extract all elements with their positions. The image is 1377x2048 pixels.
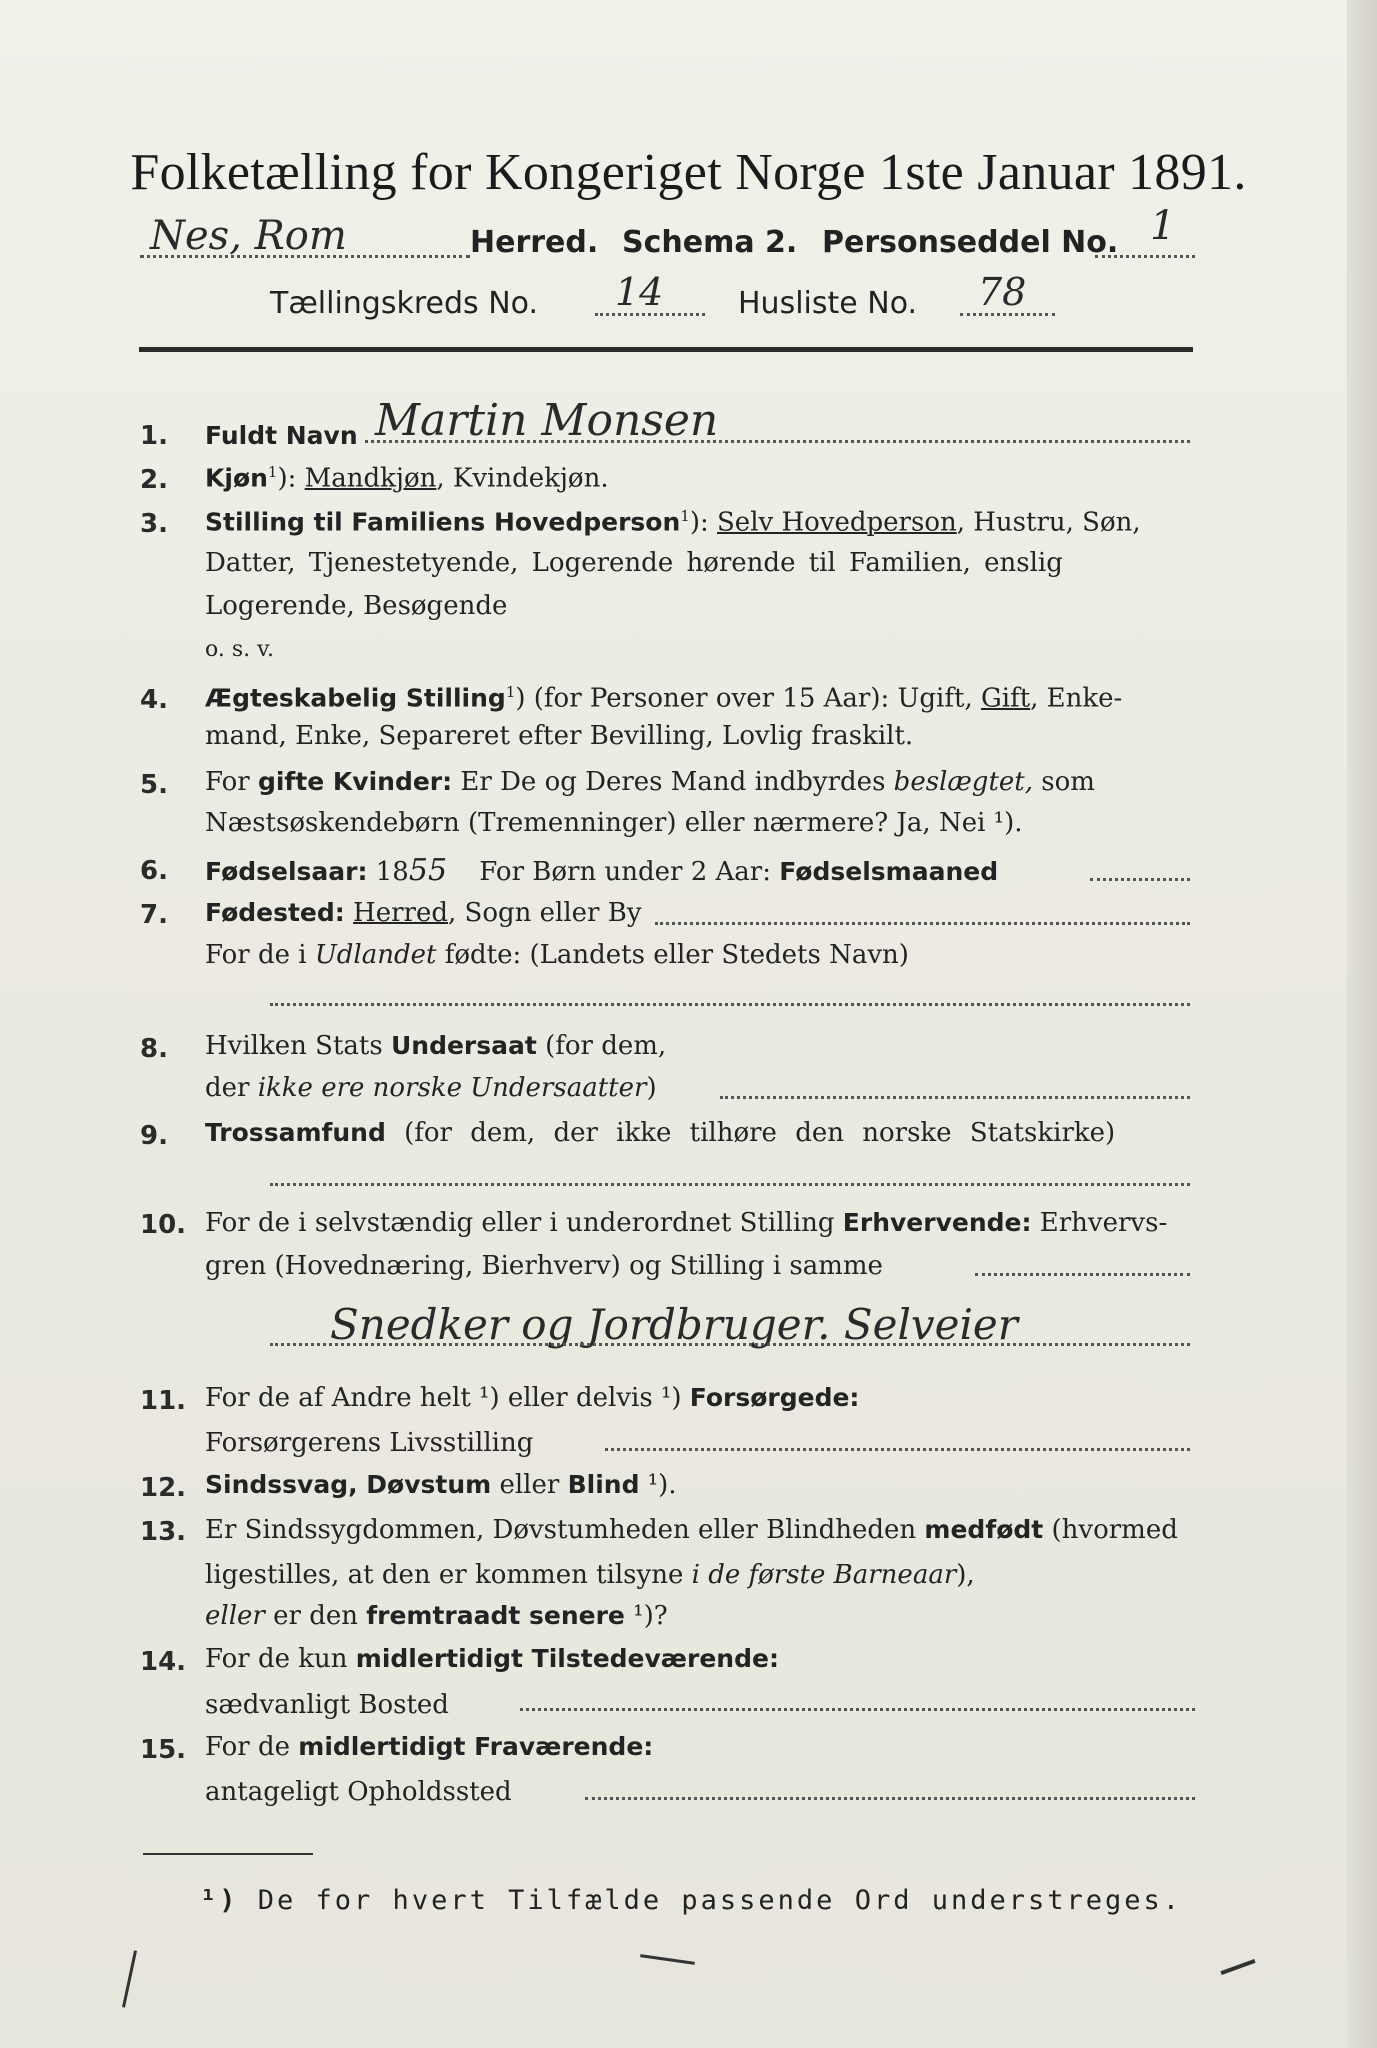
q10-line2: gren (Hovednæring, Bierhverv) og Stilling i samme — [205, 1251, 883, 1281]
taellingskreds-label: Tællingskreds No. — [270, 286, 538, 321]
q13-line3-bold: fremtraadt senere — [366, 1601, 625, 1630]
q7-number: 7. — [140, 900, 168, 930]
q2-label: Kjøn — [205, 463, 268, 493]
q8-dots — [720, 1096, 1190, 1099]
q6-dots — [1090, 878, 1190, 881]
q2-option-kvindekjon: , Kvindekjøn. — [436, 463, 609, 494]
q6-rest: For Børn under 2 Aar: — [471, 857, 780, 887]
q15-label: midlertidigt Fraværende: — [298, 1732, 654, 1761]
q13-label: medfødt — [924, 1515, 1044, 1544]
q8-line2-pre: der — [205, 1073, 258, 1103]
q2-option-mandkjon: Mandkjøn — [304, 463, 437, 494]
q15-line1 — [205, 1732, 653, 1762]
q10-dots — [975, 1273, 1190, 1276]
q3-option-selv: Selv Hovedperson — [717, 507, 957, 538]
q3-label: Stilling til Familiens Hovedperson — [205, 507, 681, 537]
husliste-value: 78 — [978, 270, 1027, 314]
form-title: Folketælling for Kongeriget Norge 1ste Januar 1891. — [130, 144, 1247, 201]
q13-line2-italic: i de første Barneaar — [691, 1560, 957, 1590]
q9-rest: (for dem, der ikke tilhøre den norske Statskirke) — [385, 1118, 1116, 1148]
q15-dots — [585, 1797, 1195, 1800]
q7-line2 — [205, 940, 909, 970]
q15-pre: For de — [205, 1732, 299, 1762]
q9-number: 9. — [140, 1121, 168, 1151]
q13-line3-italic: eller — [205, 1601, 265, 1631]
q10-pre: For de i selvstændig eller i underordnet Stilling — [205, 1208, 843, 1238]
q12-end: ¹). — [639, 1470, 677, 1500]
q7-dots-2 — [270, 1003, 1190, 1006]
q6-answer: 55 — [408, 853, 448, 888]
personseddel-value: 1 — [1150, 203, 1176, 249]
q4-line1-rest: , Enke- — [1030, 683, 1123, 714]
personseddel-label: Personseddel No. — [822, 225, 1119, 260]
q14-pre: For de kun — [205, 1644, 356, 1674]
q8-number: 8. — [140, 1034, 168, 1064]
q13-line3-rest: ¹)? — [624, 1601, 668, 1631]
q5-number: 5. — [140, 770, 168, 800]
schema-label: Schema 2. — [622, 225, 798, 260]
taellingskreds-value: 14 — [615, 270, 664, 314]
q2-number: 2. — [140, 465, 168, 495]
q10-label: Erhvervende: — [842, 1208, 1032, 1237]
header-rule — [139, 347, 1193, 352]
q12-rest: eller — [491, 1470, 568, 1500]
herred-handwritten: Nes, Rom — [150, 213, 347, 259]
q11-line1 — [205, 1383, 859, 1413]
q5-italic: beslægtet, — [893, 767, 1033, 797]
q9-dots — [270, 1183, 1190, 1186]
q4-option-gift: Gift — [980, 683, 1031, 714]
q4-line2: mand, Enke, Separeret efter Bevilling, Lovlig fraskilt. — [205, 721, 914, 751]
q7-rest: , Sogn eller By — [448, 898, 642, 928]
q5-line2: Næstsøskendebørn (Tremenninger) eller nærmere? Ja, Nei ¹). — [205, 808, 1023, 838]
q6-label2: Fødselsmaaned — [779, 857, 999, 886]
q13-line2 — [205, 1560, 975, 1590]
q1-dots — [365, 440, 1190, 443]
q8-rest: (for dem, — [536, 1031, 667, 1061]
herred-label: Herred. — [470, 225, 599, 260]
q14-label: midlertidigt Tilstedeværende: — [355, 1644, 779, 1673]
q12-number: 12. — [140, 1473, 187, 1503]
q5-pre: For — [205, 767, 258, 797]
q4-label: Ægteskabelig Stilling — [205, 683, 506, 713]
page-edge — [1347, 0, 1377, 2048]
stray-mark-right — [1220, 1959, 1255, 1975]
footnote-text: De for hvert Tilfælde passende Ord understreges. — [238, 1885, 1183, 1916]
q14-line1 — [205, 1644, 779, 1674]
q10-rest: Erhvervs- — [1031, 1208, 1168, 1238]
q6-label: Fødselsaar: — [205, 857, 368, 886]
q13-line1 — [205, 1515, 1178, 1545]
q4-sup: 1 — [505, 683, 516, 701]
stray-mark-left — [122, 1950, 137, 2007]
q7-label: Fødested: — [205, 898, 345, 927]
q7-line2-rest: fødte: (Landets eller Stedets Navn) — [436, 940, 909, 970]
q13-line2-pre: ligestilles, at den er kommen tilsyne — [205, 1560, 692, 1590]
q12-label: Sindssvag, Døvstum — [205, 1470, 492, 1499]
q4-rest: ) (for Personer over 15 Aar): Ugift, — [515, 683, 981, 714]
taellingskreds-dots — [595, 313, 705, 316]
q3-sup: 1 — [680, 507, 690, 525]
q13-pre: Er Sindssygdommen, Døvstumheden eller Blindheden — [205, 1515, 925, 1545]
q13-line2-rest: ), — [956, 1560, 975, 1590]
husliste-label: Husliste No. — [738, 286, 918, 321]
q11-label: Forsørgede: — [689, 1383, 860, 1412]
q8-pre: Hvilken Stats — [205, 1031, 391, 1061]
husliste-dots — [960, 313, 1055, 316]
herred-dots — [140, 255, 470, 258]
q7-line2-pre: For de i — [205, 940, 315, 970]
personseddel-dots — [1095, 255, 1195, 258]
q2-sup: 1 — [267, 463, 278, 481]
q1-answer: Martin Monsen — [375, 395, 719, 446]
q11-dots — [605, 1448, 1190, 1451]
q10-answer: Snedker og Jordbruger. Selveier — [330, 1300, 1018, 1349]
q3-line3: Logerende, Besøgende — [205, 591, 508, 621]
q13-line3-pre: er den — [264, 1601, 367, 1631]
q14-number: 14. — [140, 1647, 187, 1677]
q5-rest: Er De og Deres Mand indbyrdes — [452, 767, 894, 797]
footnote-rule — [143, 1853, 313, 1855]
q1-label: Fuldt Navn — [205, 421, 358, 450]
q11-pre: For de af Andre helt ¹) eller delvis ¹) — [205, 1383, 690, 1413]
q4-line1 — [205, 683, 1122, 714]
footnote — [200, 1885, 1182, 1916]
q6-line — [205, 853, 998, 888]
q3-line4: o. s. v. — [205, 637, 274, 662]
q10-line1 — [205, 1208, 1167, 1238]
q10-number: 10. — [140, 1210, 187, 1240]
q4-number: 4. — [140, 685, 168, 715]
stray-mark-center — [640, 1954, 695, 1965]
q1-number: 1. — [140, 421, 168, 451]
q8-line1 — [205, 1031, 666, 1061]
q9-label: Trossamfund — [205, 1118, 386, 1147]
q15-number: 15. — [140, 1735, 187, 1765]
q6-number: 6. — [140, 856, 168, 886]
q2-line — [205, 463, 609, 494]
q13-number: 13. — [140, 1517, 187, 1547]
q2-rest: ): — [277, 463, 305, 494]
q13-rest: (hvormed — [1043, 1515, 1178, 1545]
q3-line1 — [205, 507, 1141, 538]
q12-label2: Blind — [567, 1470, 640, 1499]
q7-line2-italic: Udlandet — [314, 940, 437, 970]
q8-line2-italic: ikke ere norske Undersaatter — [257, 1073, 647, 1103]
q7-dots — [655, 922, 1190, 925]
q3-rest: ): — [689, 507, 717, 538]
q3-line2: Datter, Tjenestetyende, Logerende hørende til Familien, enslig — [205, 548, 1063, 578]
q14-line2: sædvanligt Bosted — [205, 1690, 449, 1720]
q5-line1 — [205, 767, 1095, 797]
q14-dots — [520, 1708, 1195, 1711]
q6-prefix: 18 — [367, 857, 409, 887]
footnote-sup: ¹) — [200, 1885, 239, 1916]
q7-option-herred: Herred — [353, 898, 448, 928]
q10-dots-2 — [270, 1343, 1190, 1346]
q8-label: Undersaat — [390, 1031, 537, 1060]
q3-line1-rest: , Hustru, Søn, — [956, 507, 1141, 538]
q11-number: 11. — [140, 1386, 187, 1416]
q9-line — [205, 1118, 1115, 1148]
q5-end: som — [1033, 767, 1095, 797]
q5-label: gifte Kvinder: — [257, 767, 453, 796]
q11-line2: Forsørgerens Livsstilling — [205, 1428, 534, 1458]
q13-line3 — [205, 1601, 668, 1631]
q8-line2-rest: ) — [646, 1073, 657, 1103]
q8-line2 — [205, 1073, 657, 1103]
q12-line — [205, 1470, 677, 1500]
q15-line2: antageligt Opholdssted — [205, 1777, 512, 1807]
q7-line1 — [205, 898, 642, 928]
q3-number: 3. — [140, 509, 168, 539]
